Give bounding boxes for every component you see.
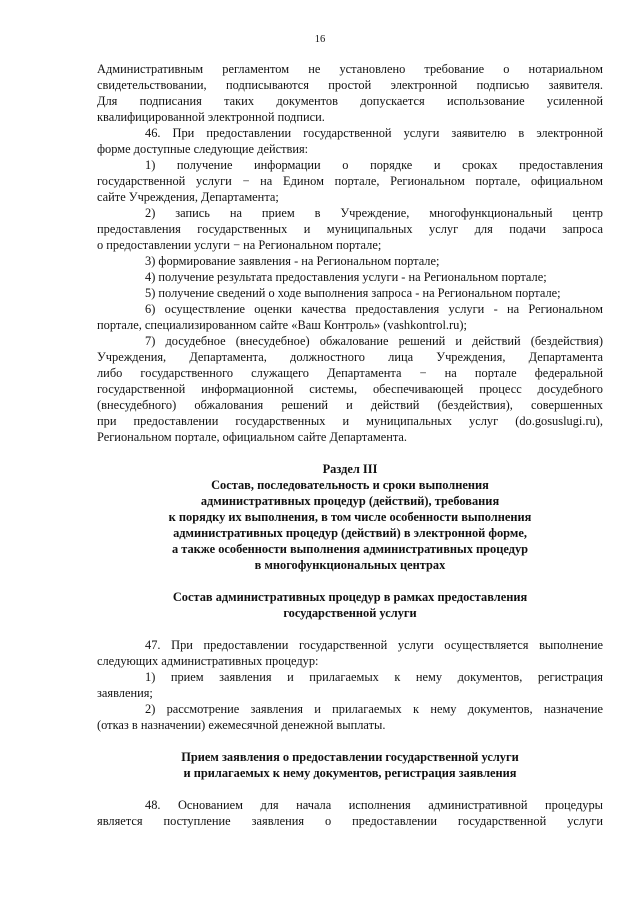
heading-line: Раздел III — [322, 462, 378, 476]
text-line: квалифицированной электронной подписи. — [97, 110, 325, 124]
text-line: 2) запись на прием в Учреждение, многофункциональный центр — [145, 206, 603, 220]
heading-line: в многофункциональных центрах — [254, 558, 446, 572]
text-line: Административным регламентом не установлено требование о нотариальном — [97, 62, 603, 76]
text-line: 3) формирование заявления - на Региональном портале; — [145, 254, 440, 268]
text-line: либо государственного служащего Департамента − на портале федеральной — [97, 366, 603, 380]
text-line: 48. Основанием для начала исполнения административной процедуры — [145, 798, 603, 812]
heading-line: и прилагаемых к нему документов, регистрация заявления — [183, 766, 517, 780]
heading-line: Прием заявления о предоставлении государственной услуги — [181, 750, 519, 764]
text-line: предоставления государственных и муниципальных услуг для подачи запроса — [97, 222, 603, 236]
text-line: сайте Учреждения, Департамента; — [97, 190, 279, 204]
text-line: государственной услуги − на Едином портале, Региональном портале, официальном — [97, 174, 603, 188]
heading-line: к порядку их выполнения, в том числе особенности выполнения — [168, 510, 532, 524]
text-line: 2) рассмотрение заявления и прилагаемых к нему документов, назначение — [145, 702, 603, 716]
text-line: является поступление заявления о предоставлении государственной услуги — [97, 814, 603, 828]
text-line: при предоставлении государственных и муниципальных услуг (do.gosuslugi.ru), — [97, 414, 603, 428]
text-line: 1) прием заявления и прилагаемых к нему документов, регистрация — [145, 670, 603, 684]
text-line: 1) получение информации о порядке и сроках предоставления — [145, 158, 603, 172]
text-line: 47. При предоставлении государственной услуги осуществляется выполнение — [145, 638, 603, 652]
heading-line: административных процедур (действий) в электронной форме, — [173, 526, 527, 540]
text-line: государственной информационной системы, обеспечивающей процесс досудебного — [97, 382, 603, 396]
text-line: свидетельствовании, подписываются простой электронной подписью заявителя. — [97, 78, 603, 92]
text-line: о предоставлении услуги − на Региональном портале; — [97, 238, 382, 252]
text-line: 4) получение результата предоставления услуги - на Региональном портале; — [145, 270, 547, 284]
heading-line: Состав, последовательность и сроки выполнения — [211, 478, 489, 492]
text-line: форме доступные следующие действия: — [97, 142, 309, 156]
text-line: следующих административных процедур: — [97, 654, 319, 668]
heading-line: а также особенности выполнения административных процедур — [171, 542, 529, 556]
text-line: (внесудебного) обжалования решений и действий (бездействия), совершенных — [97, 398, 603, 412]
text-line: заявления; — [97, 686, 153, 700]
text-line: Учреждения, Департамента, должностного лица Учреждения, Департамента — [97, 350, 603, 364]
page-number: 16 — [314, 34, 326, 45]
text-line: 6) осуществление оценки качества предоставления услуги - на Региональном — [145, 302, 603, 316]
text-line: 5) получение сведений о ходе выполнения запроса - на Региональном портале; — [145, 286, 561, 300]
text-line: 7) досудебное (внесудебное) обжалование решений и действий (бездействия) — [145, 334, 603, 348]
text-line: Для подписания таких документов допускается использование усиленной — [97, 94, 603, 108]
text-line: портале, специализированном сайте «Ваш Контроль» (vashkontrol.ru); — [97, 318, 467, 332]
text-line: Региональном портале, официальном сайте Департамента. — [97, 430, 407, 444]
text-line: (отказ в назначении) ежемесячной денежной выплаты. — [97, 718, 386, 732]
heading-line: Состав административных процедур в рамках предоставления — [172, 590, 528, 604]
heading-line: государственной услуги — [283, 606, 417, 620]
text-line: 46. При предоставлении государственной услуги заявителю в электронной — [145, 126, 603, 140]
heading-line: административных процедур (действий), требования — [200, 494, 500, 508]
